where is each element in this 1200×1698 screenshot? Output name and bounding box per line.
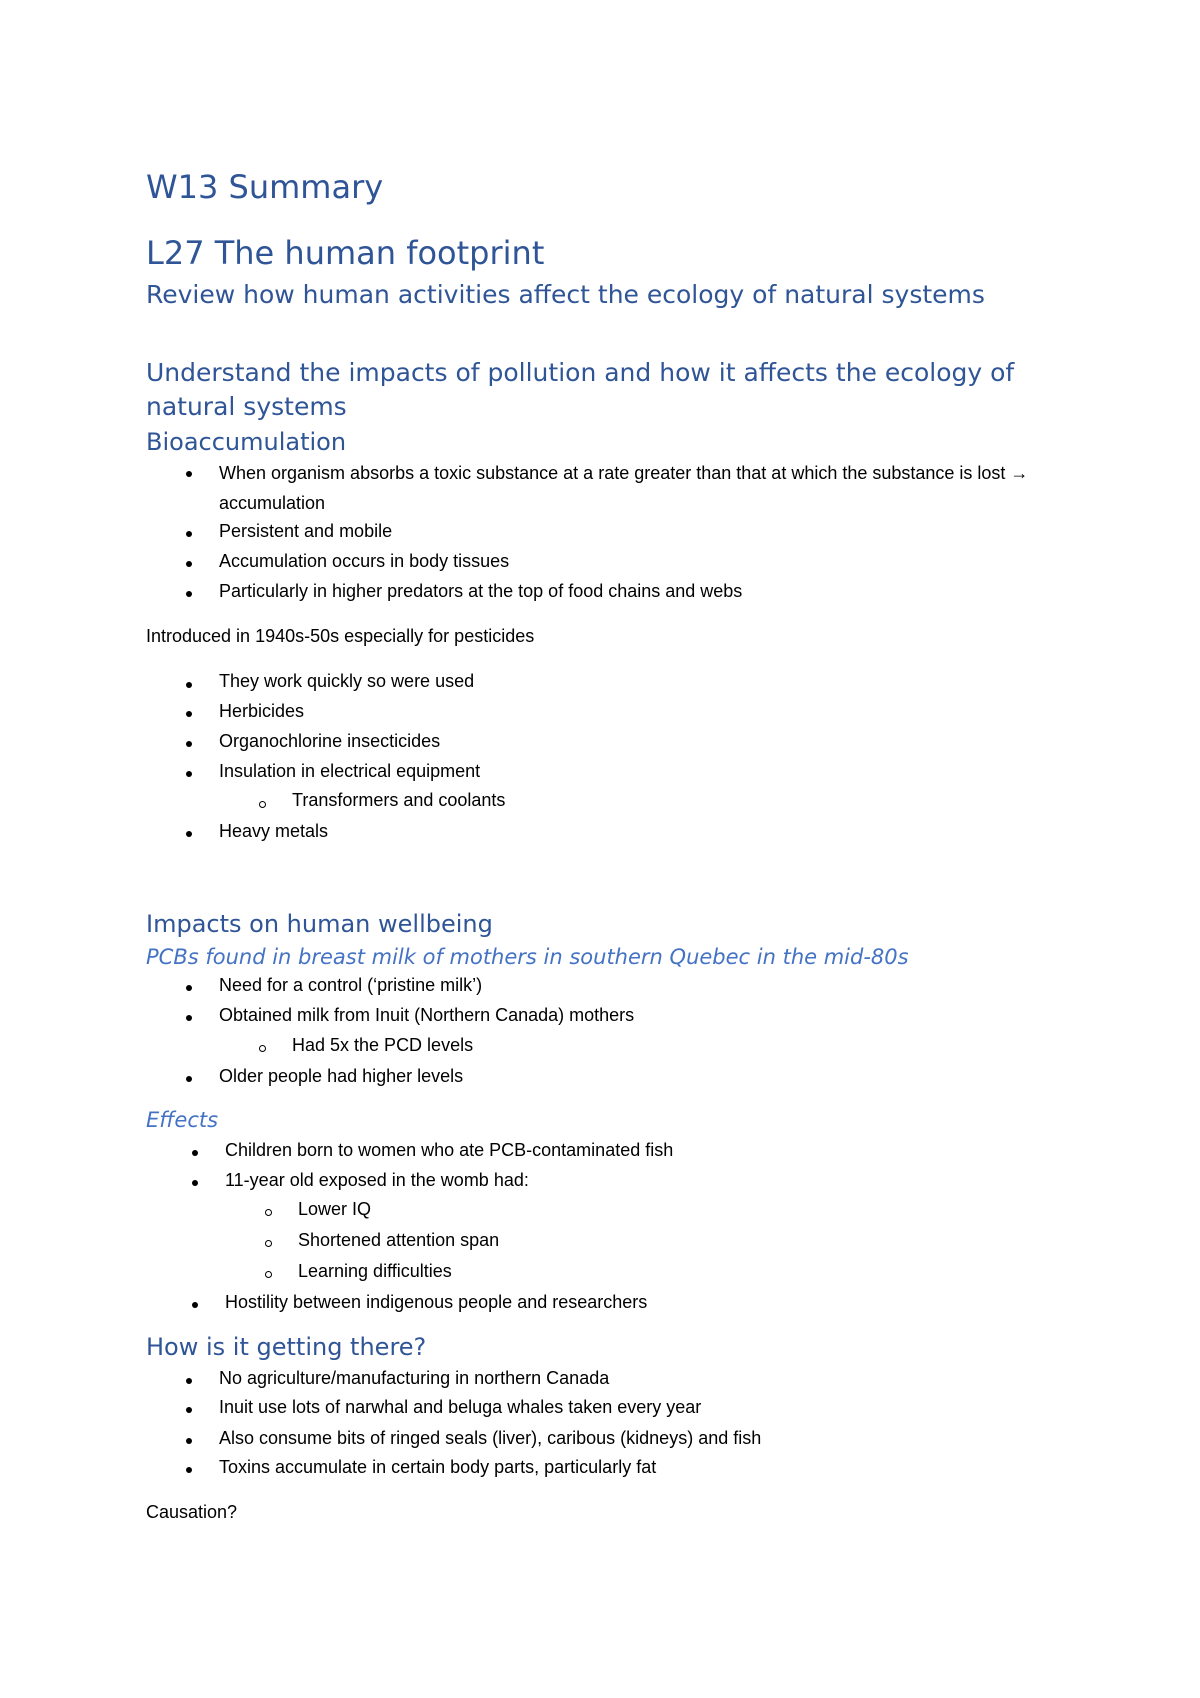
bullet-dot xyxy=(186,831,192,837)
list-subitem: Shortened attention span xyxy=(298,1230,500,1250)
sub-bullet-circle xyxy=(265,1240,272,1247)
sub-bullet-circle xyxy=(259,1045,266,1052)
list-item: Organochlorine insecticides xyxy=(219,731,441,751)
list-item: 11-year old exposed in the womb had: xyxy=(225,1170,529,1190)
list-item: No agriculture/manufacturing in northern Canada xyxy=(219,1368,610,1388)
bioaccumulation-heading: Bioaccumulation xyxy=(146,428,347,456)
review-heading: Review how human activities affect the ecology of natural systems xyxy=(146,280,985,309)
bullet-dot xyxy=(186,591,192,597)
list-item: Older people had higher levels xyxy=(219,1066,464,1086)
bullet-dot xyxy=(192,1302,198,1308)
list-item: Persistent and mobile xyxy=(219,521,393,541)
list-subitem: Transformers and coolants xyxy=(292,790,506,810)
list-item: Insulation in electrical equipment xyxy=(219,761,481,781)
list-subitem: Lower IQ xyxy=(298,1199,372,1219)
bullet-dot xyxy=(186,1378,192,1384)
list-item: Particularly in higher predators at the top of food chains and webs xyxy=(219,581,743,601)
bullet-dot xyxy=(186,1467,192,1473)
list-item: Also consume bits of ringed seals (liver), caribous (kidneys) and fish xyxy=(219,1428,762,1448)
list-item: Inuit use lots of narwhal and beluga whales taken every year xyxy=(219,1397,702,1417)
list-item: Heavy metals xyxy=(219,821,329,841)
list-item: Herbicides xyxy=(219,701,305,721)
list-item: Hostility between indigenous people and researchers xyxy=(225,1292,648,1312)
bullet-dot xyxy=(192,1150,198,1156)
list-item: Obtained milk from Inuit (Northern Canada) mothers xyxy=(219,1005,635,1025)
list-item: They work quickly so were used xyxy=(219,671,475,691)
understand-heading: Understand the impacts of pollution and how it affects the ecology of natural systems xyxy=(146,358,1015,421)
list-item: Need for a control (‘pristine milk’) xyxy=(219,975,483,995)
bullet-dot xyxy=(186,1076,192,1082)
bullet-dot xyxy=(186,1015,192,1021)
impacts-heading: Impacts on human wellbeing xyxy=(146,910,493,938)
bullet-dot xyxy=(186,1438,192,1444)
bullet-dot xyxy=(186,1407,192,1413)
bullet-dot xyxy=(186,771,192,777)
impacts-subheading: PCBs found in breast milk of mothers in southern Quebec in the mid-80s xyxy=(146,945,909,969)
sub-bullet-circle xyxy=(265,1271,272,1278)
introduced-paragraph: Introduced in 1940s-50s especially for pesticides xyxy=(146,626,535,646)
bullet-dot xyxy=(186,471,192,477)
effects-heading: Effects xyxy=(146,1108,219,1132)
getting-there-heading: How is it getting there? xyxy=(146,1333,427,1361)
causation-paragraph: Causation? xyxy=(146,1502,238,1522)
bullet-dot xyxy=(186,741,192,747)
bullet-dot xyxy=(186,561,192,567)
lecture-title: L27 The human footprint xyxy=(146,234,545,272)
bullet-dot xyxy=(186,985,192,991)
list-item: Toxins accumulate in certain body parts, particularly fat xyxy=(219,1457,657,1477)
sub-bullet-circle xyxy=(259,801,266,808)
document-title: W13 Summary xyxy=(146,168,384,206)
bullet-dot xyxy=(192,1180,198,1186)
list-item: Children born to women who ate PCB-contaminated fish xyxy=(225,1140,674,1160)
sub-bullet-circle xyxy=(265,1209,272,1216)
bullet-dot xyxy=(186,711,192,717)
bullet-dot xyxy=(186,682,192,688)
list-item: When organism absorbs a toxic substance at a rate greater than that at which the substance is lost → accumulation xyxy=(219,463,1029,513)
bullet-dot xyxy=(186,531,192,537)
list-subitem: Had 5x the PCD levels xyxy=(292,1035,474,1055)
list-subitem: Learning difficulties xyxy=(298,1261,452,1281)
list-item: Accumulation occurs in body tissues xyxy=(219,551,510,571)
